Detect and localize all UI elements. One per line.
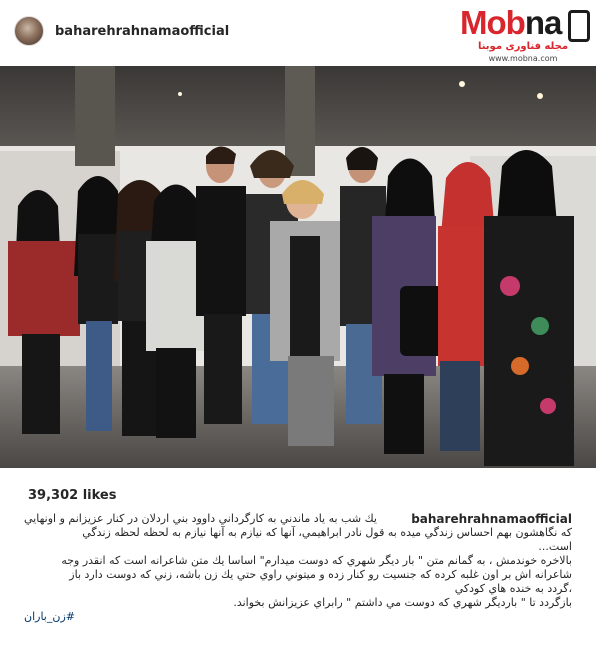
post-photo[interactable]	[0, 66, 596, 468]
caption-line: است...	[538, 540, 572, 553]
caption-line: بازگردد تا " باردیگر شهري كه دوست مي داشتم " رابراي عزيزانش بخواند.	[233, 596, 572, 609]
post-header	[0, 0, 596, 66]
avatar[interactable]	[14, 16, 44, 46]
caption-hashtag[interactable]: زن_باران#	[24, 610, 75, 623]
caption-line: كه نگاهشون بهم احساس زندگي ميده به قول نادر ابراهيمي، آنها كه نيازم به آنها نيازم به لحظه لحظه زندگي	[82, 526, 572, 539]
brand-wordmark: Mobna	[460, 4, 562, 41]
phone-icon	[568, 10, 590, 42]
post-caption	[24, 512, 572, 624]
brand-tagline: مجله فناوری موبنا	[477, 41, 569, 52]
brand-url: www.mobna.com	[488, 54, 558, 63]
caption-line: بالاخره خوندمش ، به گمانم متن " بار ديگر شهري كه دوست ميدارم" اساسا يك متن شاعرانه است كه انقدر وجه	[61, 554, 572, 567]
caption-username[interactable]: baharehrahnamaofficial	[411, 512, 572, 526]
watermark-logo	[460, 4, 592, 64]
caption-text: يك شب به ياد ماندني به كارگرداني داوود بني اردلان در كنار عزيزانم و اونهايي	[24, 512, 377, 525]
caption-line: ،گردد به خنده هاي كودكي	[454, 582, 572, 595]
likes-count[interactable]: 39,302 likes	[28, 488, 117, 503]
post-username[interactable]: baharehrahnamaofficial	[55, 24, 230, 39]
caption-line	[24, 512, 572, 526]
caption-line: شاعرانه اش بر اون غلبه كرده كه جنسيت رو كنار زده و ميتوني راوي حتي يك زن باشه، زني كه دوست دارد باز	[69, 568, 572, 581]
